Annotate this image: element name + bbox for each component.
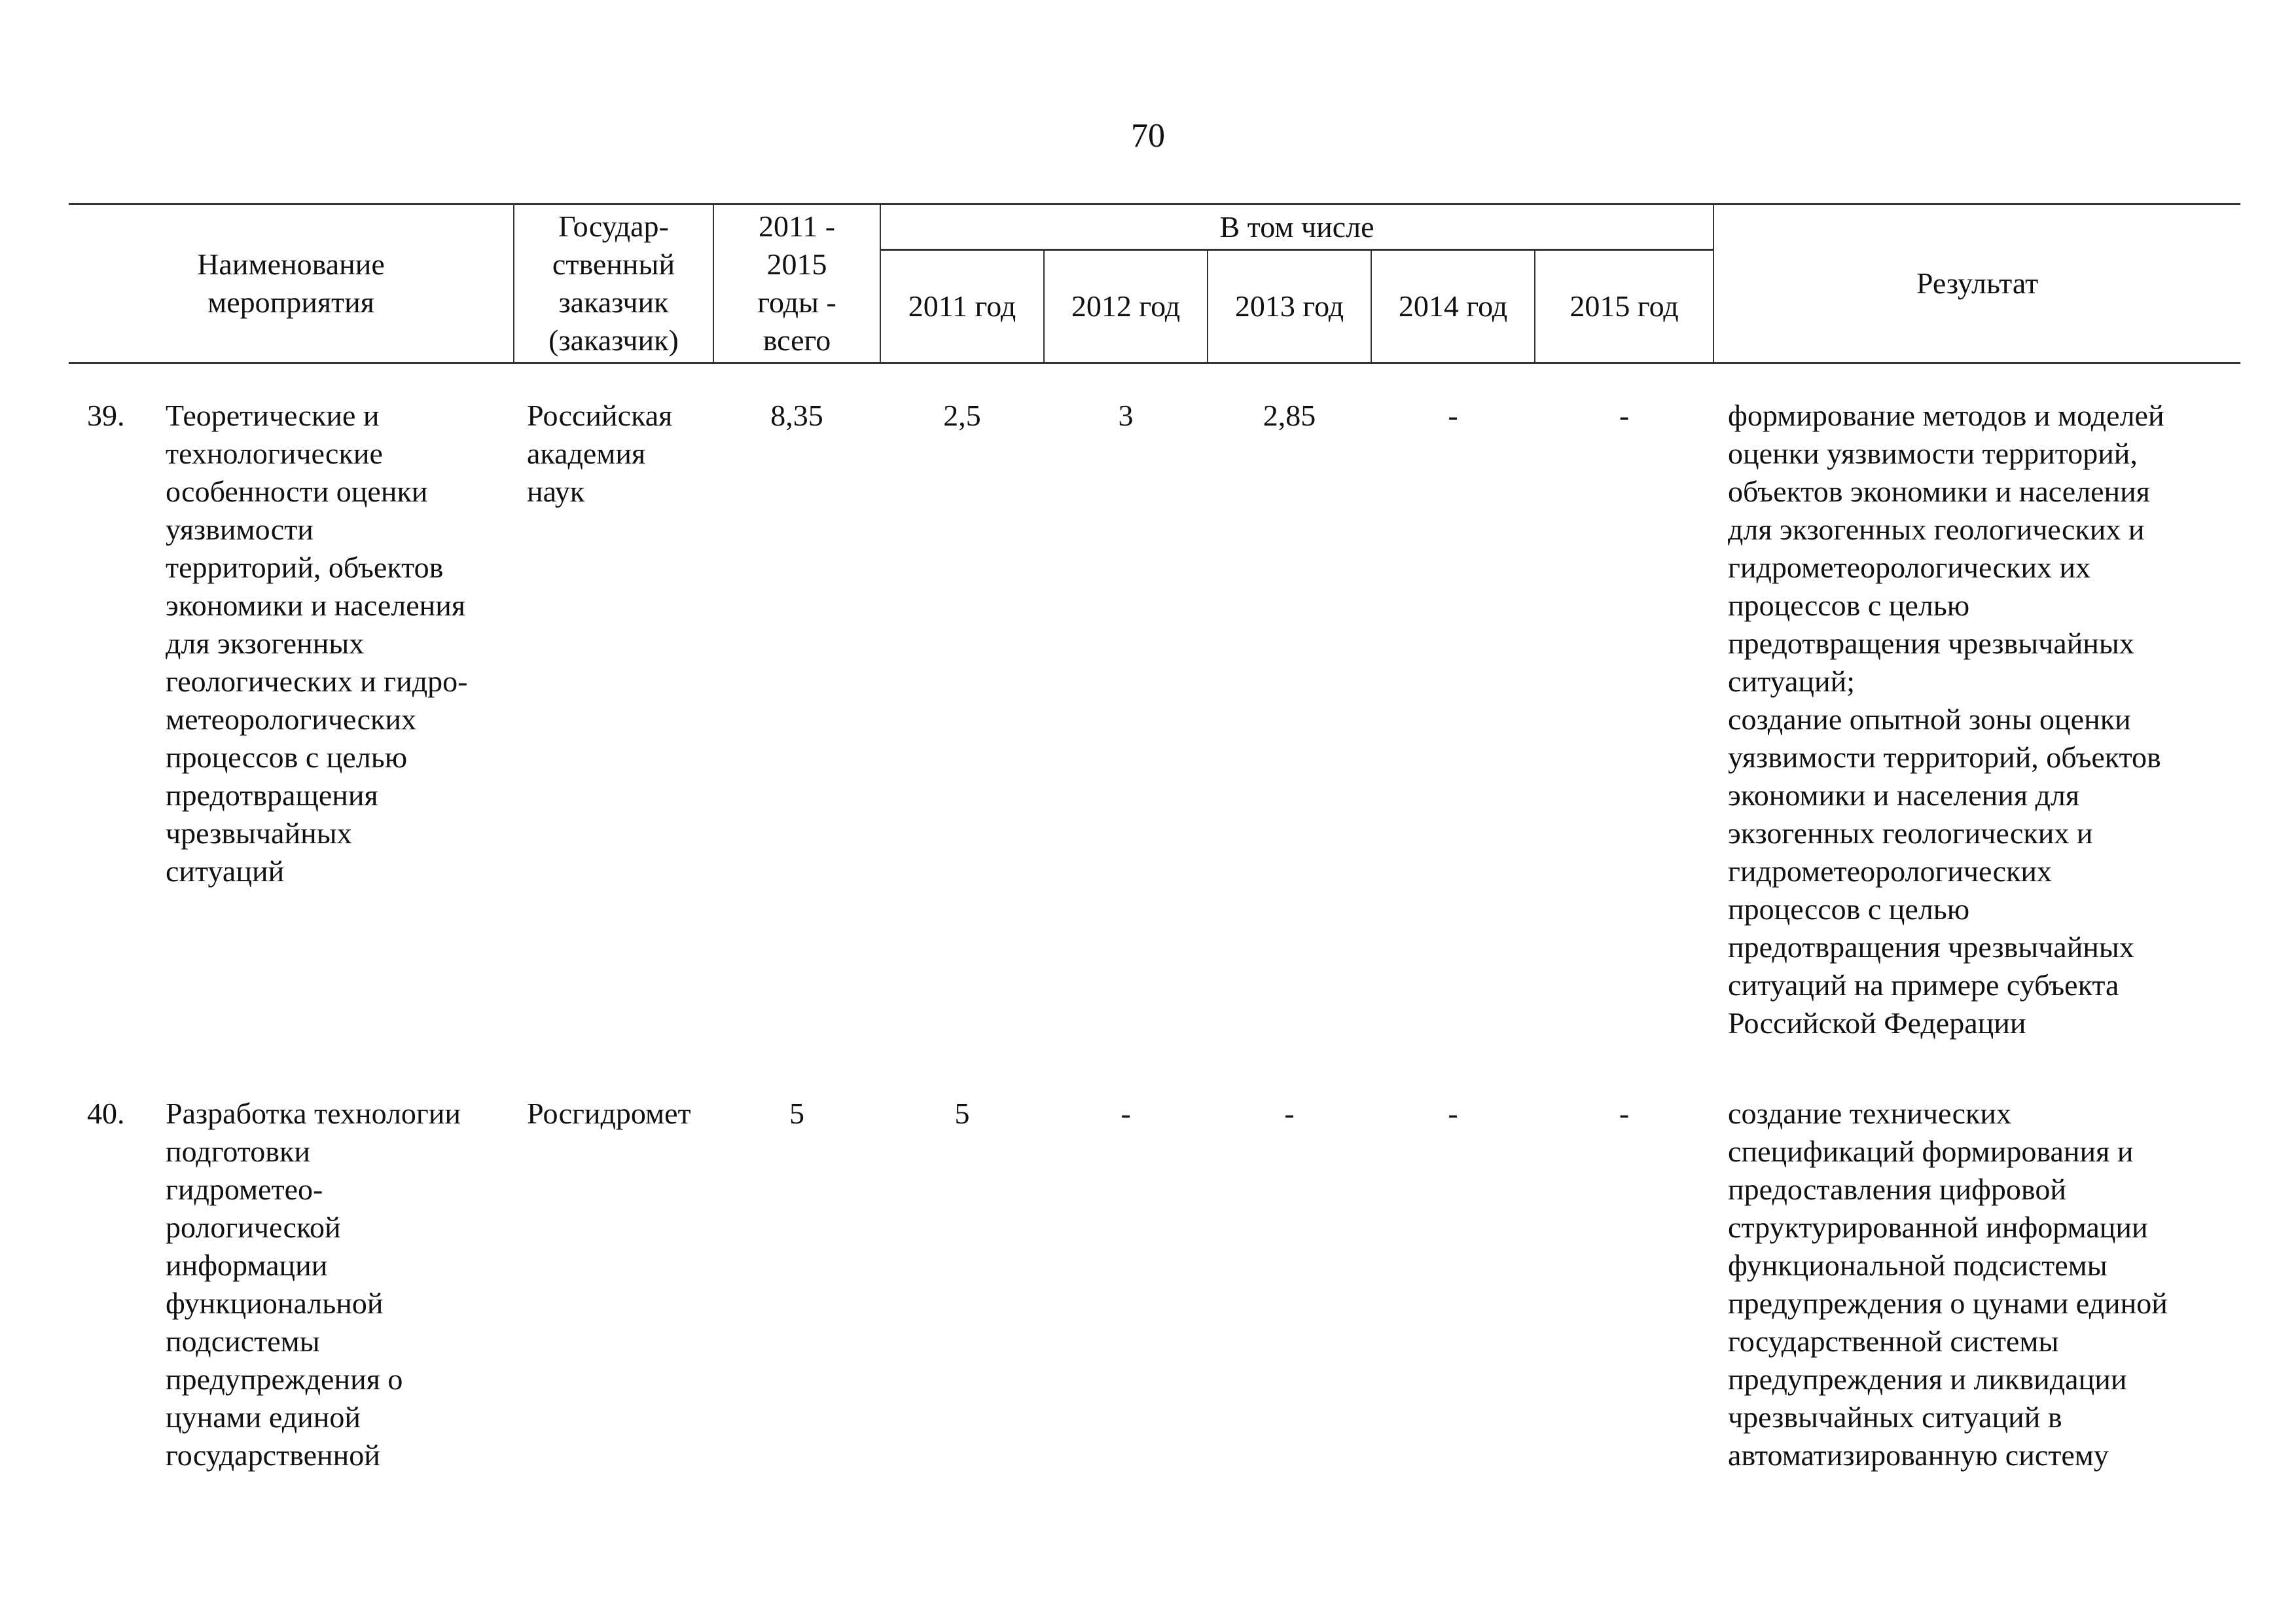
header-name: Наименование мероприятия bbox=[69, 204, 514, 363]
header-year-2013: 2013 год bbox=[1208, 250, 1371, 363]
header-total: 2011 - 2015 годы - всего bbox=[713, 204, 880, 363]
program-table-sheet bbox=[69, 203, 2240, 1474]
table-body bbox=[69, 363, 2240, 1475]
header-result: Результат bbox=[1713, 204, 2240, 363]
row-2015: - bbox=[1619, 1097, 1630, 1130]
row-result: формирование методов и моделей оценки уязвимости территорий, объектов экономики и населения для экзогенных геологических и гидрометеорологических их процессов с целью предотвращения чрезвычайных ситуаций; создание опытной зоны оценки уязвимости территорий, объектов экономики и населения для экзогенных геологических и гидрометеорологических процессов с целью предотвращения чрезвычайных ситуаций на примере субъекта Российской Федерации bbox=[1728, 399, 2164, 1040]
header-year-2011: 2011 год bbox=[880, 250, 1044, 363]
row-2013: - bbox=[1284, 1097, 1295, 1130]
table-header bbox=[69, 204, 2240, 363]
table-row bbox=[69, 1095, 2240, 1474]
row-2012: 3 bbox=[1118, 399, 1134, 432]
row-2015: - bbox=[1619, 399, 1630, 432]
header-year-2012: 2012 год bbox=[1044, 250, 1208, 363]
header-including: В том числе bbox=[880, 204, 1713, 250]
row-customer: Российская академия наук bbox=[527, 399, 673, 508]
row-number: 40. bbox=[87, 1097, 125, 1130]
page-number: 70 bbox=[1131, 117, 1165, 155]
row-name: Теоретические и технологические особенности оценки уязвимости территорий, объектов экономики и населения для экзогенных геологических и гидро- метеорологических процессов с целью предотвращения чрезвычайных ситуаций bbox=[166, 399, 468, 888]
header-year-2014: 2014 год bbox=[1371, 250, 1535, 363]
row-2014: - bbox=[1448, 1097, 1458, 1130]
header-customer: Государ- ственный заказчик (заказчик) bbox=[514, 204, 713, 363]
table-row bbox=[69, 397, 2240, 1042]
row-customer: Росгидромет bbox=[527, 1097, 691, 1130]
row-2011: 5 bbox=[954, 1097, 970, 1130]
row-total: 8,35 bbox=[770, 399, 823, 432]
row-2012: - bbox=[1121, 1097, 1131, 1130]
row-2013: 2,85 bbox=[1263, 399, 1316, 432]
header-year-2015: 2015 год bbox=[1535, 250, 1713, 363]
row-total: 5 bbox=[789, 1097, 804, 1130]
row-number: 39. bbox=[87, 399, 125, 432]
row-name: Разработка технологии подготовки гидрометео- рологической информации функциональной подсистемы предупреждения о цунами единой государственной bbox=[166, 1097, 461, 1472]
row-2011: 2,5 bbox=[943, 399, 981, 432]
row-2014: - bbox=[1448, 399, 1458, 432]
program-table bbox=[69, 203, 2240, 1474]
row-result: создание технических спецификаций формирования и предоставления цифровой структурированной информации функциональной подсистемы предупреждения о цунами единой государственной системы предупреждения и ликвидации чрезвычайных ситуаций в автоматизированную систему bbox=[1728, 1097, 2168, 1472]
